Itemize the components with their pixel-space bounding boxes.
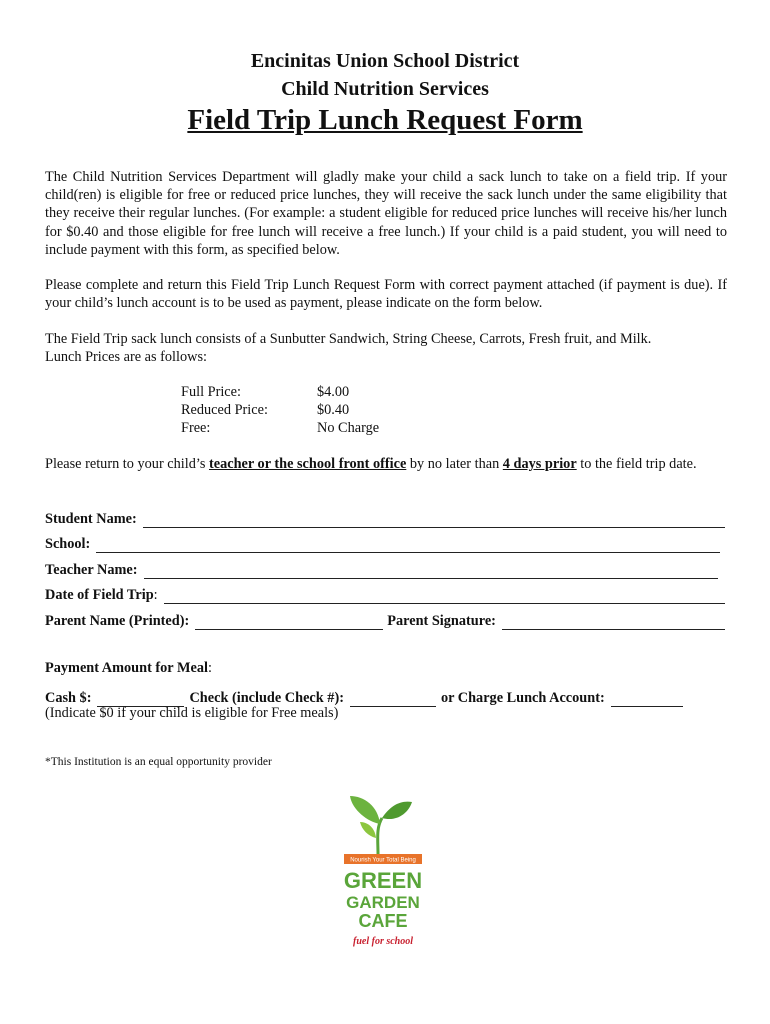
school-field[interactable]	[96, 538, 720, 553]
payment-note: (Indicate $0 if your child is eligible for Free meals)	[45, 705, 339, 721]
return-text: to the field trip date.	[576, 456, 697, 472]
department-name: Child Nutrition Services	[281, 78, 489, 100]
price-value: $4.00	[317, 384, 350, 400]
contents-paragraph	[45, 330, 727, 366]
logo-banner-text: Nourish Your Total Being	[350, 857, 416, 864]
trip-date-colon: :	[153, 587, 158, 603]
check-number-field[interactable]	[350, 692, 436, 707]
equal-opportunity-note: *This Institution is an equal opportunity provider	[45, 756, 272, 768]
price-label: Free:	[181, 420, 211, 437]
school-label: School:	[45, 536, 91, 552]
return-text: by no later than	[406, 456, 503, 472]
charge-account-label: or Charge Lunch Account:	[440, 690, 605, 706]
price-value: No Charge	[317, 420, 380, 437]
district-name: Encinitas Union School District	[250, 50, 520, 72]
teacher-name-row	[45, 559, 718, 579]
parent-name-field[interactable]	[195, 615, 383, 630]
student-name-label: Student Name:	[45, 511, 137, 527]
logo-word-green: GREEN	[343, 868, 423, 893]
price-row	[181, 383, 379, 401]
trip-date-label: Date of Field Trip	[45, 587, 154, 603]
sprout-icon	[350, 796, 412, 854]
logo-word-garden: GARDEN	[346, 893, 420, 912]
parent-signature-field[interactable]	[502, 615, 725, 630]
intro-paragraph: The Child Nutrition Services Department will gladly make your child a sack lunch to take on a field trip. If your child(ren) is eligible for free or reduced price lunches, they will receive the sack lunch under the same eligibility that they receive their regular lunches. (For example: a student eligible for reduced price lunches will receive his/her lunch for $0.40 and those eligible for free lunch will receive a free lunch.) If your child is a paid student, you will need to include payment with this form, as specified below.	[45, 169, 727, 258]
student-name-field[interactable]	[143, 513, 725, 528]
return-instructions	[45, 455, 727, 473]
price-row	[181, 419, 379, 437]
instructions-paragraph: Please complete and return this Field Trip Lunch Request Form with correct payment attached (if payment is due). If your child’s lunch account is to be used as payment, please indicate on the form below.	[45, 277, 727, 312]
return-deadline: 4 days prior	[502, 456, 577, 472]
logo-word-cafe: CAFE	[358, 911, 408, 931]
price-label: Reduced Price:	[181, 402, 268, 419]
price-row	[181, 401, 379, 419]
parent-signature-label: Parent Signature:	[387, 613, 496, 629]
return-recipient: teacher or the school front office	[208, 456, 407, 472]
payment-title	[45, 660, 212, 677]
parent-row	[45, 610, 725, 630]
price-label: Full Price:	[181, 384, 241, 400]
price-value: $0.40	[317, 402, 350, 419]
payment-title-text: Payment Amount for Meal	[45, 660, 208, 676]
student-name-row	[45, 508, 725, 528]
teacher-name-field[interactable]	[144, 564, 718, 579]
cash-label: Cash $:	[45, 690, 92, 706]
payment-title-colon: :	[207, 660, 212, 676]
trip-date-row	[45, 584, 725, 604]
form-title: Field Trip Lunch Request Form	[187, 104, 583, 136]
price-table	[181, 383, 379, 438]
prices-intro: Lunch Prices are as follows:	[45, 349, 207, 366]
logo-tagline: fuel for school	[353, 936, 413, 947]
return-text: Please return to your child’s	[45, 456, 209, 472]
teacher-name-label: Teacher Name:	[45, 562, 138, 578]
green-garden-cafe-logo	[338, 792, 428, 952]
parent-name-label: Parent Name (Printed):	[45, 613, 190, 629]
payment-row	[45, 687, 688, 707]
trip-date-field[interactable]	[164, 589, 725, 604]
check-label: Check (include Check #):	[189, 690, 344, 706]
charge-account-field[interactable]	[611, 692, 683, 707]
school-row	[45, 533, 720, 553]
contents-line: The Field Trip sack lunch consists of a Sunbutter Sandwich, String Cheese, Carrots, Fresh fruit, and Milk.	[45, 331, 652, 347]
